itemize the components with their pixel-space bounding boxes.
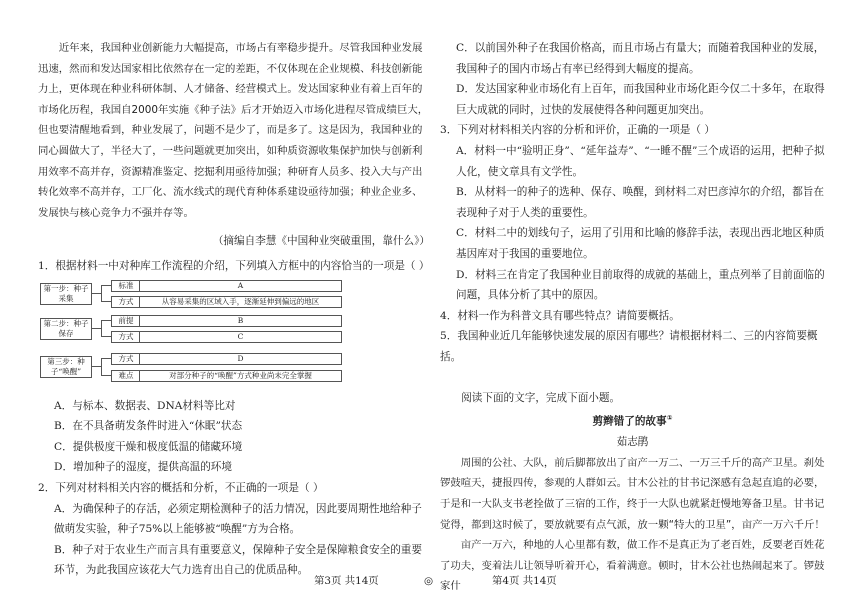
flow-box-d: D [139,353,342,365]
footnote-marker: ① [666,414,673,423]
flow-line [101,285,102,302]
passage-paragraph: 近年来，我国种业创新能力大幅提高，市场占有率稳步提升。尽管我国种业发展迅速，然而和发达国家相比依然存在一定的差距，不仅体现在企业规模、科技创新能力上，更体现在种业科研体制、人才储备、经营模式上。发达国家种业有着上百年的市场化历程，我国自2000年实施《种子法》后才开始迈入市场化进程尽管成绩巨大，但也要清醒地看到，种业发展了，问题不是少了，而是多了。这是因为，我国种业的同心圆做大了，半径大了，一些问题就更加突出，如种质资源收集保护加快与创新利用效率不高并存，资源精准鉴定、挖掘利用亟待加强；种研育人员多、投入大与产出转化效率不高并存，工厂化、流水线式的现代育种体系建设亟待加强；种业企业多、发展快与核心竞争力不强并存等。 [38,42,429,219]
left-page-column [38,0,430,581]
option-a: A．材料一中“验明正身”、“延年益寿”、“一睡不醒”三个成语的运用，把种子拟人化，使文章具有文学性。 [456,144,825,178]
flow-tag-premise: 前提 [111,315,141,327]
option-a: A．为确保种子的存活，必须定期检测种子的活力情况，因此要周期性地给种子做萌发实验，种子75%以上能够被“唤醒”方为合格。 [54,502,422,536]
flow-box-text: 对部分种子的“唤醒”方式种业尚未完全掌握 [139,370,342,382]
flow-tag-method: 方式 [111,353,141,365]
question-2-options-cont [440,38,825,120]
flow-line [101,320,111,321]
flow-tag-difficulty: 难点 [111,370,141,382]
option-d: D．发达国家种业市场化有上百年，而我国种业市场化距今仅二十多年，在取得巨大成就的同时，过快的发展使得各种问题更加突出。 [456,83,825,116]
passage-block [38,38,430,223]
option-b: B．种子对于农业生产而言具有重要意义，保障种子安全是保障粮食安全的重要环节，为此我国应该花大气力选育出自己的优质品种。 [54,543,422,577]
option-c: C．材料二中的划线句子，运用了引用和比喻的修辞手法，表现出西北地区种质基因库对于我国的重要地位。 [456,227,825,260]
flow-step-1: 第一步：种子采集 [40,283,92,305]
flow-line [101,301,111,302]
flow-tag-method: 方式 [111,331,141,343]
option-c: C．以前国外种子在我国价格高，而且市场占有量大；而随着我国种业的发展，我国种子的国内市场占有率已经得到大幅度的提高。 [456,42,825,75]
option-b: B．在不具备萌发条件时进入“休眠”状态 [54,420,243,433]
center-mark: ◎ [424,575,434,587]
flow-box-b: B [139,315,342,327]
flow-line [91,328,101,329]
story-paragraph: 亩产一万六，种地的人心里都有数，做工作不是真正为了老百姓，反要老百姓花了功夫，变着法儿让领导听着开心，看着满意。顿时，甘木公社也热闹起来了。锣鼓家什 [440,539,825,593]
story-title-text: 剪辫错了的故事 [592,415,667,428]
question-1: 1．根据材料一中对种库工作流程的介绍，下列填入方框中的内容恰当的一项是（ ） [38,259,430,272]
passage-source: （摘编自李慧《中国种业突破重围，靠什么》） [212,235,430,248]
flow-tag-method: 方式 [111,296,141,308]
option-b: B．从材料一的种子的选种、保存、唤醒，到材料二对巴彦淖尔的介绍，都旨在表现种子对于人类的重要性。 [456,186,824,219]
flow-line [101,358,102,376]
option-d: D．材料三在肯定了我国种业目前取得的成就的基础上，重点列举了目前面临的问题，具体分析了其中的原因。 [456,268,825,302]
flow-step-3: 第三步：种子“唤醒” [40,356,92,378]
flowchart [38,280,430,392]
question-2-options [38,499,430,581]
reading-prompt: 阅读下面的文字，完成下面小题。 [461,391,621,404]
option-c: C．提供极度干燥和极度低温的储藏环境 [54,440,243,453]
flow-line [91,366,101,367]
question-4: 4．材料一作为科普文具有哪些特点？请简要概括。 [440,309,680,322]
flow-box-a: A [139,280,342,292]
option-a: A．与标本、数据表、DNA材料等比对 [54,399,236,412]
page-footer-right: 第4页 共14页 [492,575,557,587]
flow-line [101,336,111,337]
flow-box-c: C [139,331,342,343]
flow-line [101,375,111,376]
story-title [440,408,825,432]
flow-line [101,285,111,286]
flow-box-text: 从容易采集的区域入手，逐渐延伸到偏远的地区 [139,296,342,308]
page-footer-left: 第3页 共14页 [314,575,379,587]
question-3: 3．下列对材料相关内容的分析和评价，正确的一项是（ ） [440,124,715,137]
flow-line [101,358,111,359]
question-1-options [38,396,430,478]
story-author: 茹志鹃 [616,436,649,449]
question-2: 2．下列对材料相关内容的概括和分析，不正确的一项是（ ） [38,481,324,494]
flow-step-2: 第二步：种子保存 [40,318,92,340]
story-paragraph: 周围的公社、大队，前后脚都放出了亩产一万二、一万三千斤的高产卫星。刹处锣鼓喧天，捷报四传，参观的人群如云。甘木公社的甘书记深感有急起直追的必要，于是和一大队支书老拴做了三宿的工作，终于一大队也就紧赶慢地筹备卫星。甘书记觉得，都到这时候了，要放就要有点气派，放一颗“特大的卫星”，亩产一万六千斤！ [440,456,825,531]
option-d: D．增加种子的湿度，提供高温的环境 [54,461,232,474]
flow-line [101,320,102,337]
right-page-column [440,0,825,597]
question-3-options [440,141,825,306]
flow-tag-standard: 标准 [111,280,141,292]
flow-line [91,293,101,294]
question-5: 5．我国种业近几年能够快速发展的原因有哪些？请根据材料二、三的内容简要概括。 [440,330,818,363]
